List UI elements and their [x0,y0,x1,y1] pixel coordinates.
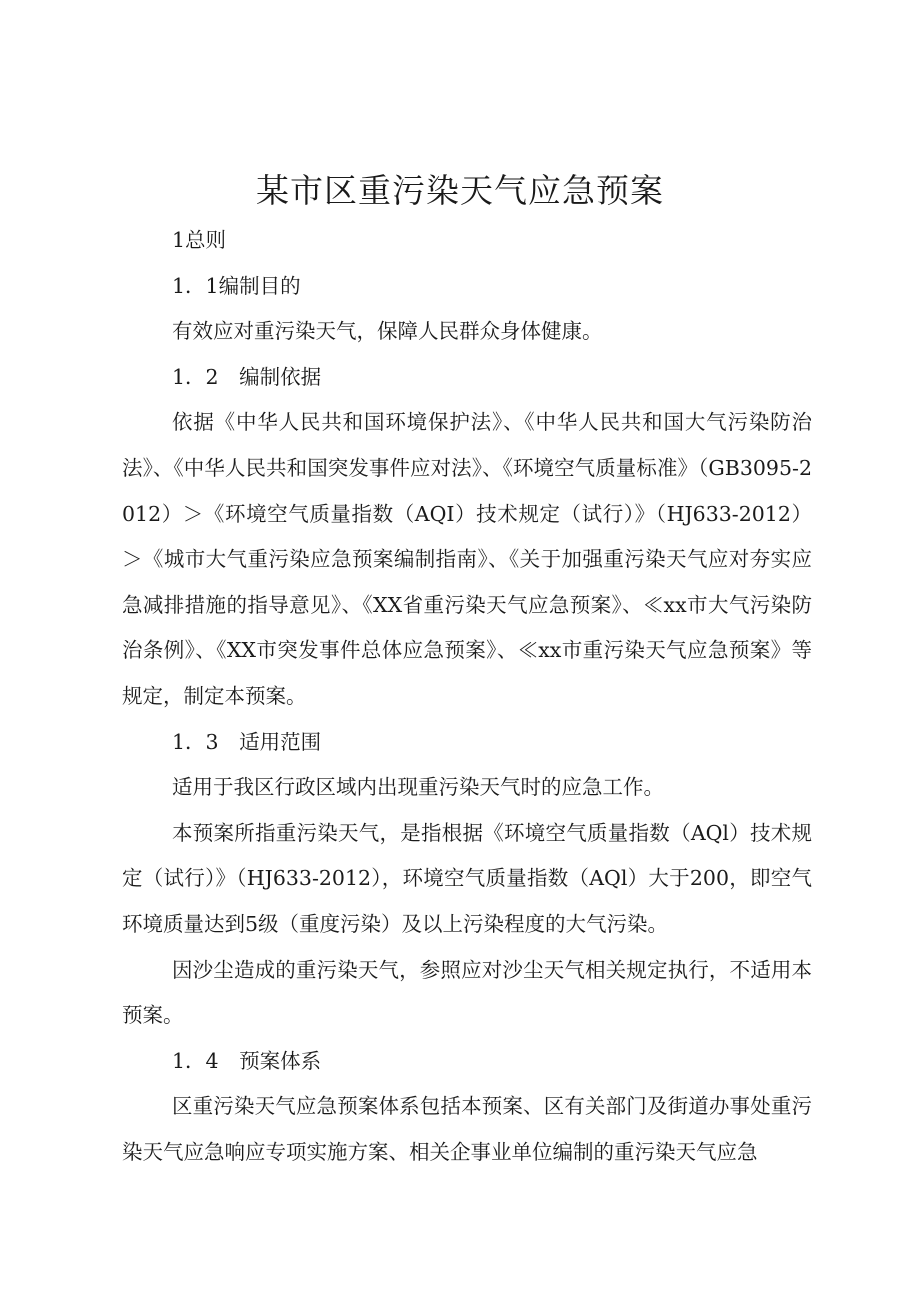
paragraph-plan-system: 区重污染天气应急预案体系包括本预案、区有关部门及街道办事处重污染天气应急响应专项实施方案、相关企事业单位编制的重污染天气应急 [122,1094,812,1164]
paragraph-purpose: 有效应对重污染天气，保障人民群众身体健康。 [172,319,603,344]
document-title: 某市区重污染天气应急预案 [256,171,664,210]
paragraph-definition: 本预案所指重污染天气，是指根据《环境空气质量指数（AQl）技术规定（试行）》（HJ633-2012），环境空气质量指数（AQl）大于200，即空气环境质量达到5级（重度污染）及以上污染程度的大气污染。 [122,820,812,936]
heading-scope: 1．3 适用范围 [172,729,322,754]
paragraph-scope: 适用于我区行政区域内出现重污染天气时的应急工作。 [172,775,664,800]
heading-basis: 1．2 编制依据 [172,364,322,389]
document-body [122,218,812,1175]
heading-general-provisions: 1总则 [172,228,227,252]
heading-plan-system: 1．4 预案体系 [172,1048,322,1073]
paragraph-sandstorm: 因沙尘造成的重污染天气，参照应对沙尘天气相关规定执行，不适用本预案。 [122,957,812,1028]
paragraph-basis: 依据《中华人民共和国环境保护法》、《中华人民共和国大气污染防治法》、《中华人民共和国突发事件应对法》、《环境空气质量标准》（GB3095-2012）＞《环境空气质量指数（AQI）技术规定（试行）》（HJ633-2012）＞《城市大气重污染应急预案编制指南》、《关于加强重污染天气应对夯实应急减排措施的指导意见》、《XX省重污染天气应急预案》、≪xx市大气污染防治条例》、《XX市突发事件总体应急预案》、≪xx市重污染天气应急预案》等规定，制定本预案。 [122,410,812,708]
heading-purpose: 1．1编制目的 [172,273,301,298]
